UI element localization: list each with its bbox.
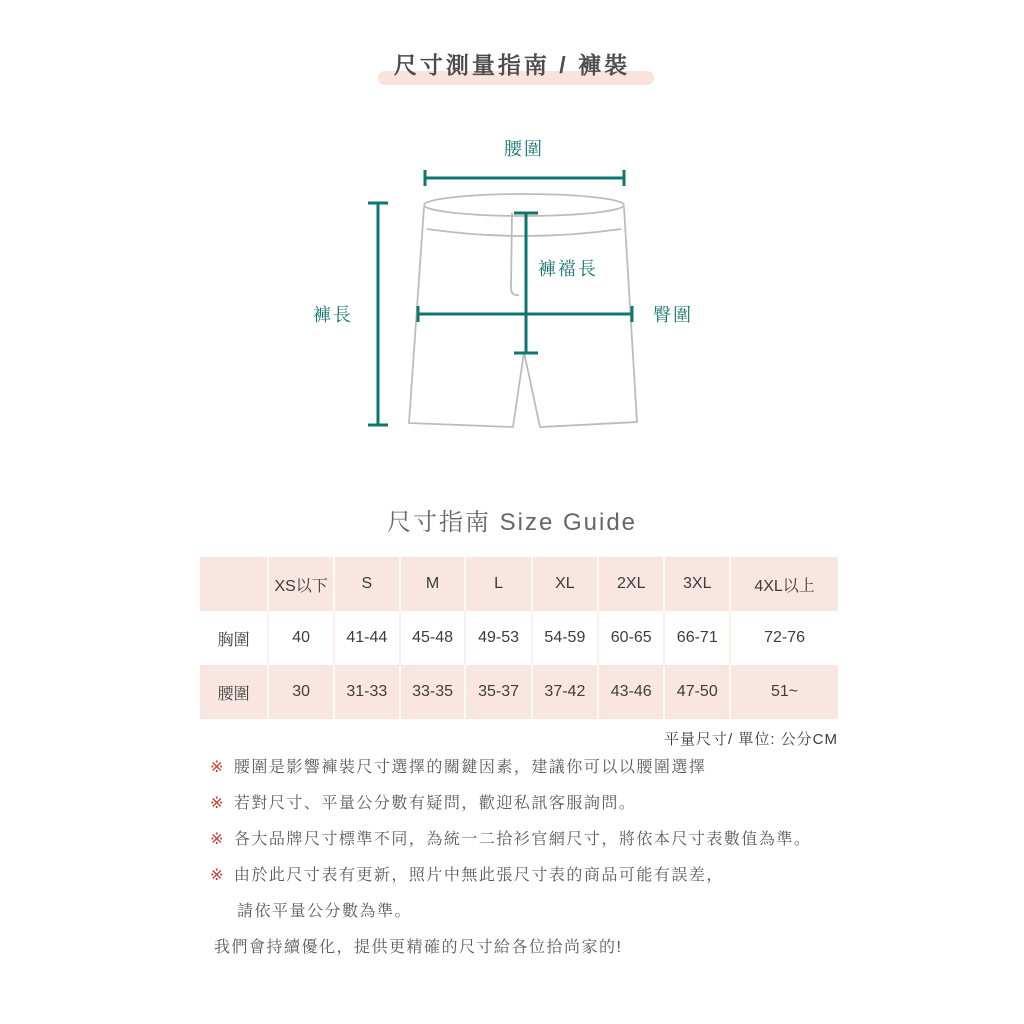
chest-value-3xl: 66-71 — [664, 611, 730, 665]
chest-value-xs: 40 — [268, 611, 334, 665]
header-cell-4xl: 4XL以上 — [730, 557, 838, 611]
row-label-waist: 腰圍 — [200, 665, 268, 719]
header-cell-s: S — [334, 557, 400, 611]
waist-value-xs: 30 — [268, 665, 334, 719]
chest-value-l: 49-53 — [465, 611, 531, 665]
note-item-4-continuation: 請依平量公分數為準。 — [237, 903, 413, 920]
header-cell-l: L — [465, 557, 531, 611]
size-guide-title: 尺寸指南 Size Guide — [386, 509, 638, 536]
chest-value-4xl: 72-76 — [730, 611, 838, 665]
footer-message: 我們會持續優化，提供更精確的尺寸給各位拾尚家的! — [214, 939, 623, 956]
waist-measure-line — [425, 170, 624, 186]
pants-length-label: 褲長 — [313, 305, 353, 325]
header-cell-xl: XL — [532, 557, 598, 611]
table-row-chest — [200, 611, 838, 665]
table-row-waist — [200, 665, 838, 719]
header-cell-empty — [200, 557, 268, 611]
waistband-seam — [427, 229, 621, 236]
chest-value-xl: 54-59 — [532, 611, 598, 665]
chest-value-s: 41-44 — [334, 611, 400, 665]
note-text-3: 各大品牌尺寸標準不同，為統一二拾衫官網尺寸，將依本尺寸表數值為準。 — [233, 831, 812, 848]
shorts-body-outline — [409, 207, 637, 427]
waist-value-3xl: 47-50 — [664, 665, 730, 719]
note-text-1: 腰圍是影響褲裝尺寸選擇的關鍵因素，建議你可以以腰圍選擇 — [233, 759, 707, 776]
chest-value-m: 45-48 — [400, 611, 466, 665]
header-cell-xs: XS以下 — [268, 557, 334, 611]
waist-value-s: 31-33 — [334, 665, 400, 719]
note-text-4: 由於此尺寸表有更新，照片中無此張尺寸表的商品可能有誤差， — [233, 867, 724, 884]
fly-seam — [511, 213, 519, 295]
page-title — [394, 50, 630, 80]
waist-value-l: 35-37 — [465, 665, 531, 719]
row-label-chest: 胸圍 — [200, 611, 268, 665]
note-marker-icon: ※ — [210, 795, 225, 812]
notes-section — [210, 756, 850, 960]
waist-label: 腰圍 — [504, 139, 544, 159]
measurement-unit-note: 平量尺寸/ 單位: 公分CM — [664, 731, 838, 748]
hip-label: 臀圍 — [653, 305, 693, 325]
note-text-2: 若對尺寸、平量公分數有疑問，歡迎私訊客服詢問。 — [233, 795, 637, 812]
size-guide-table — [200, 557, 838, 719]
note-item-1 — [210, 756, 850, 780]
crotch-length-measure-line — [514, 213, 538, 353]
header-cell-3xl: 3XL — [664, 557, 730, 611]
note-item-3 — [210, 828, 850, 852]
note-marker-icon: ※ — [210, 759, 225, 776]
waist-value-xl: 37-42 — [532, 665, 598, 719]
table-header-row — [200, 557, 838, 611]
header-cell-2xl: 2XL — [598, 557, 664, 611]
note-item-4 — [210, 864, 850, 888]
crotch-length-label: 褲襠長 — [538, 259, 598, 279]
header-cell-m: M — [400, 557, 466, 611]
pants-length-measure-line — [368, 203, 388, 425]
note-marker-icon: ※ — [210, 831, 225, 848]
page-header — [0, 50, 1024, 80]
waist-value-4xl: 51~ — [730, 665, 838, 719]
note-item-2 — [210, 792, 850, 816]
pants-measurement-diagram — [290, 122, 730, 467]
waist-value-2xl: 43-46 — [598, 665, 664, 719]
page-title-text: 尺寸測量指南 / 褲裝 — [393, 52, 631, 78]
waist-value-m: 33-35 — [400, 665, 466, 719]
note-marker-icon: ※ — [210, 867, 225, 884]
chest-value-2xl: 60-65 — [598, 611, 664, 665]
